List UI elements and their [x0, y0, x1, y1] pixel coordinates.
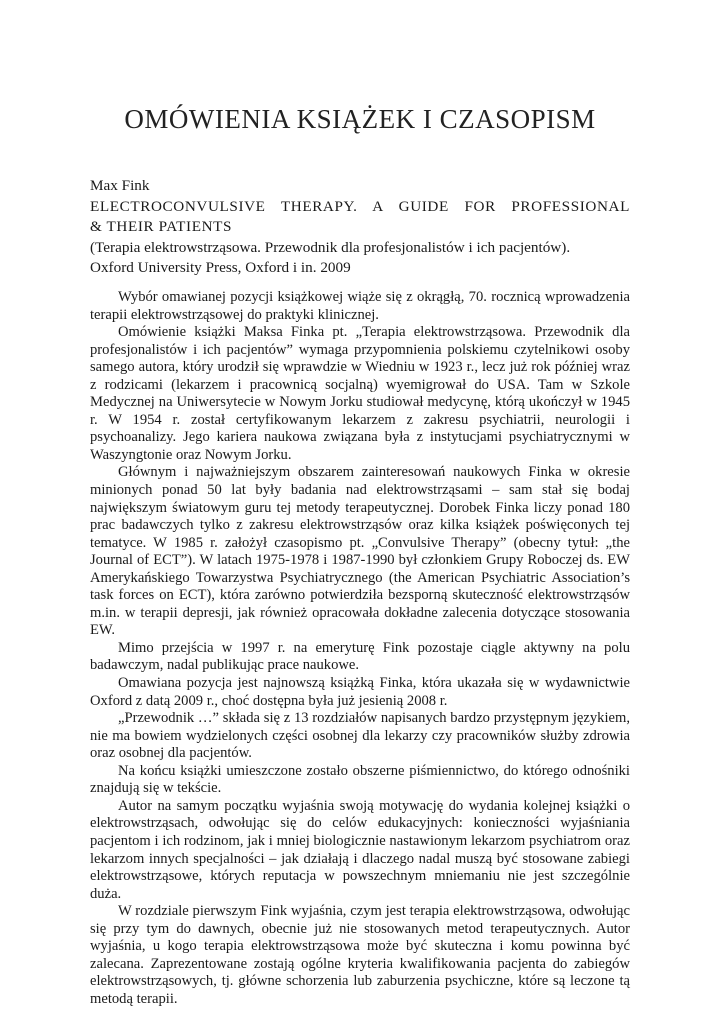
body-paragraph: Na końcu książki umieszczone zostało obszerne piśmiennictwo, do którego odnośniki znajdują się w tekście.	[90, 762, 630, 797]
body-paragraph: Wybór omawianej pozycji książkowej wiąże się z okrągłą, 70. rocznicą wprowadzenia terapii elektrowstrząsowej do praktyki klinicznej.	[90, 289, 630, 323]
body-paragraph: Omawiana pozycja jest najnowszą książką Finka, która ukazała się w wydawnictwie Oxford z datą 2009 r., choć dostępna była już jesienią 2008 r.	[90, 675, 630, 709]
book-title-line-2: & THEIR PATIENTS	[90, 218, 233, 235]
review-author: Max Fink	[90, 177, 150, 194]
book-title-line-1: ELECTROCONVULSIVE THERAPY. A GUIDE FOR PROFESSIONAL	[90, 197, 630, 215]
body-paragraph: Głównym i najważniejszym obszarem zainteresowań naukowych Finka w okresie minionych ponad 50 lat były badania nad elektrowstrząsami – sam stał się bodaj największym światowym guru tej metody terapeutycznej. Dorobek Finka liczy ponad 180 prac badawczych tylko z zakresu elektrowstrząsów oraz kilka książek poświęconych tej tematyce. W 1985 r. założył czasopismo pt. „Convulsive Therapy” (obecny tytuł: „the Journal of ECT”). W latach 1975-1978 i 1987-1990 był członkiem Grupy Roboczej ds. EW Amerykańskiego Towarzystwa Psychiatrycznego (the American Psychiatric Association’s task forces on ECT), która zarówno potwierdziła bezsporną skuteczność elektrowstrząsów m.in. w terapii depresji, jak również opracowała dokładne zalecenia dotyczące stosowania EW.	[90, 464, 630, 639]
review-body	[90, 289, 630, 1008]
book-title-translation: (Terapia elektrowstrząsowa. Przewodnik dla profesjonalistów i ich pacjentów).	[90, 238, 571, 256]
section-title: OMÓWIENIA KSIĄŻEK I CZASOPISM	[124, 104, 596, 134]
book-publisher: Oxford University Press, Oxford i in. 2009	[90, 259, 351, 276]
body-paragraph: Mimo przejścia w 1997 r. na emeryturę Fink pozostaje ciągle aktywny na polu badawczym, nadal publikując prace naukowe.	[90, 639, 630, 674]
body-paragraph: Omówienie książki Maksa Finka pt. „Terapia elektrowstrząsowa. Przewodnik dla profesjonalistów i ich pacjentów” wymaga przypomnienia polskiemu czytelnikowi osoby samego autora, który urodził się wprawdzie w Wiedniu w 1923 r., lecz już rok później wraz z rodzicami (lekarzem i pracownicą socjalną) wyemigrował do USA. Tam w Szkole Medycznej na Uniwersytecie w Nowym Jorku studiował medycynę, którą ukończył w 1945 r. W 1954 r. został certyfikowanym lekarzem z zakresu psychiatrii, neurologii i psychoanalizy. Jego kariera naukowa związana była z instytucjami psychiatrycznymi w Waszyngtonie oraz Nowym Jorku.	[90, 324, 630, 463]
body-paragraph: W rozdziale pierwszym Fink wyjaśnia, czym jest terapia elektrowstrząsowa, odwołując się przy tym do dawnych, obecnie już nie stosowanych metod terapeutycznych. Autor wyjaśnia, u kogo terapia elektrowstrząsowa może być skuteczna i komu powinna być zalecana. Zaprezentowane zostają ogólne kryteria kwalifikowania pacjenta do zabiegów elektrowstrząsowych, tj. główne schorzenia lub zaburzenia psychiczne, które są leczone tą metodą terapii.	[90, 903, 630, 1007]
review-header	[90, 176, 630, 279]
body-paragraph: „Przewodnik …” składa się z 13 rozdziałów napisanych bardzo przystępnym językiem, nie ma bowiem wydzielonych części osobnej dla lekarzy czy pracowników służby zdrowia oraz osobnej dla pacjentów.	[90, 710, 630, 762]
document-page	[90, 0, 630, 1024]
body-paragraph: Autor na samym początku wyjaśnia swoją motywację do wydania kolejnej książki o elektrowstrząsach, odwołując się do celów edukacyjnych: konieczności wyjaśniania pacjentom i ich rodzinom, jak i mniej biologicznie nastawionym lekarzom psychiatrom oraz lekarzom innych specjalności – jak działają i dlaczego nadal muszą być stosowane zabiegi elektrowstrząsowe, których reputacja w powszechnym mniemaniu nie jest szczególnie duża.	[90, 797, 630, 902]
